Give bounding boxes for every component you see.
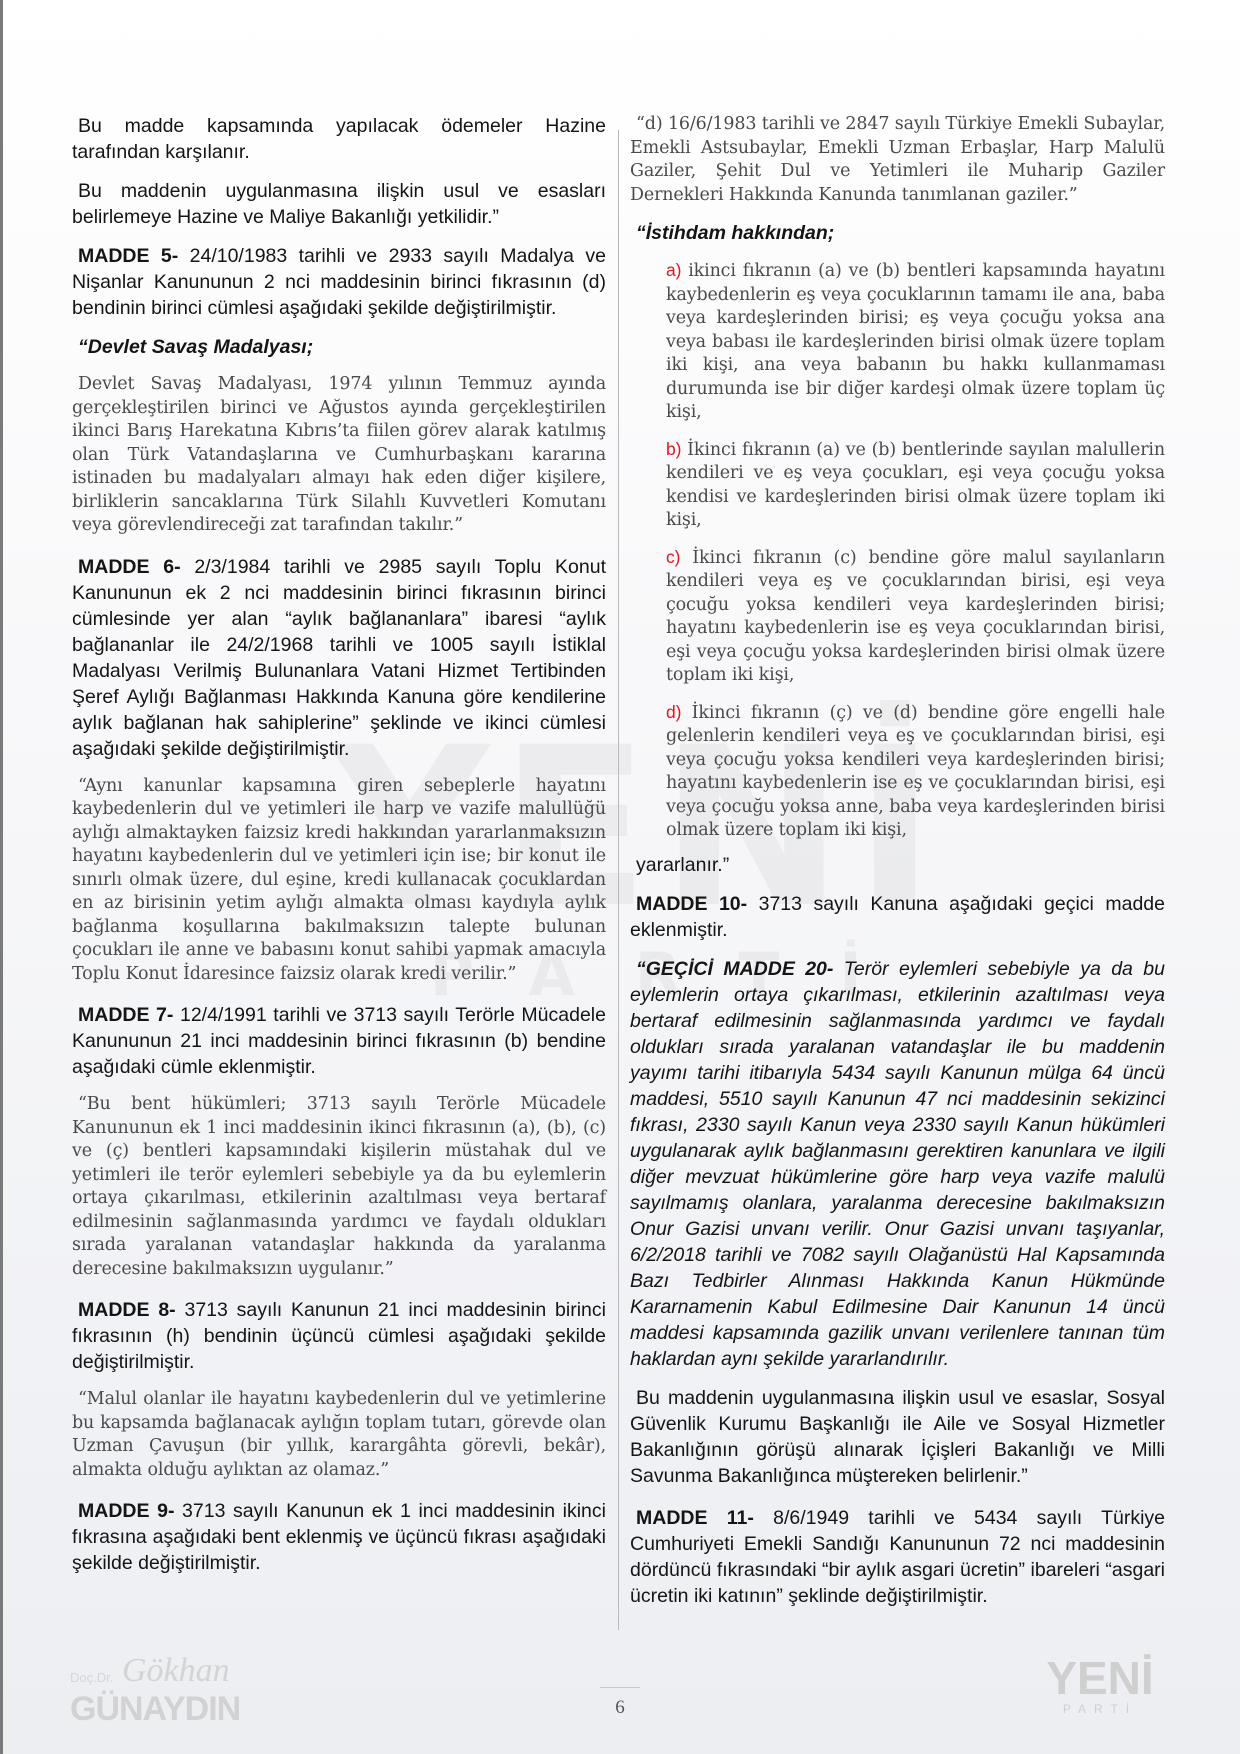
- logo-sub-text: PARTİ: [1062, 1702, 1138, 1716]
- paragraph-hazine: Bu madde kapsamında yapılacak ödemeler Hazine tarafından karşılanır.: [72, 115, 606, 163]
- madde-7-text: 12/4/1991 tarihli ve 3713 sayılı Terörle Mücadele Kanununun 21 inci maddesinin birinci fıkrasının (b) bendine aşağıdaki cümle eklenmiştir.: [72, 1004, 606, 1078]
- istihdam-item-a: [630, 259, 1165, 425]
- item-c-label: c): [666, 546, 681, 567]
- madde-7: [72, 1002, 606, 1080]
- bent-d-quote: “d) 16/6/1983 tarihli ve 2847 sayılı Türkiye Emekli Subaylar, Emekli Astsubaylar, Emekli Uzman Erbaşlar, Harp Malulü Gaziler, Şehit Dul ve Yetimleri ile Muharip Gaziler Dernekleri Hakkında Kanunda tanımlanan gaziler.”: [630, 114, 1165, 205]
- madde-6-text: 2/3/1984 tarihli ve 2985 sayılı Toplu Konut Kanununun ek 2 nci maddesinin birinci fıkrasının birinci cümlesinde yer alan “aylık bağlananlara” ibaresi “aylık bağlananlar ile 24/2/1968 tarihli ve 1005 sayılı İstiklal Madalyası Verilmiş Bulunanlara Vatani Hizmet Tertibinden Şeref Aylığı Bağlanması Hakkında Kanuna göre kendilerine aylık bağlanan hak sahiplerine” şeklinde ve ikinci cümlesi aşağıdaki şekilde değiştirilmiştir.: [72, 555, 606, 760]
- istihdam-item-b: [630, 438, 1165, 533]
- madde-5: [72, 243, 606, 321]
- madde-9: [72, 1498, 606, 1576]
- madde-11-text: 8/6/1949 tarihli ve 5434 sayılı Türkiye Cumhuriyeti Emekli Sandığı Kanununun 72 nci maddesinin dördüncü fıkrasındaki “bir aylık asgari ücretin” ibareleri “asgari ücretin iki katının” şeklinde değiştirilmiştir.: [630, 1506, 1165, 1607]
- page-left-edge: [0, 0, 3, 1754]
- item-b-label: b): [666, 438, 682, 459]
- page-number: 6: [615, 1697, 625, 1718]
- item-c-text: İkinci fıkranın (c) bendine göre malul sayılanların kendileri veya eş ve çocuklarından birisi, eşi veya çocuğu yoksa kendileri veya kardeşlerinden birisi; hayatını kaybedenlerin ise eş veya çocuklarından birisi, eşi veya çocuğu yoksa kardeşlerinden birisi olmak üzere toplam iki kişi,: [666, 547, 1165, 685]
- yararlanir: yararlanır.”: [636, 853, 730, 876]
- madde-6: [72, 554, 606, 762]
- madde-10-text: 3713 sayılı Kanuna aşağıdaki geçici madde eklenmiştir.: [630, 892, 1165, 941]
- madde-11-label: MADDE 11-: [636, 1506, 754, 1529]
- madde-5-label: MADDE 5-: [78, 245, 179, 267]
- item-d-label: d): [666, 701, 682, 722]
- signature-script: Gökhan: [122, 1652, 230, 1689]
- madde-5-quote: Devlet Savaş Madalyası, 1974 yılının Temmuz ayında gerçekleştirilen birinci ve Ağustos ayında gerçekleştirilen ikinci Barış Harekatına Kıbrıs’ta fiilen görev alarak katılmış olan Türk Vatandaşlarına ve Cumhurbaşkanı kararına istinaden bu madalyaları almayı hak eden diğer kişilere, birliklerin sancaklarına Türk Silahlı Kuvvetleri Komutanı veya görevlendireceği zat tarafından takılır.”: [72, 374, 606, 535]
- gecici-madde-20-text: Terör eylemleri sebebiyle ya da bu eylemlerin ortaya çıkarılması, etkilerinin azaltılması veya bertaraf edilmesinin sağlanmasında yardımcı ve faydalı oldukları sırada yaralanan vatandaşlar ile bu maddenin yayımı tarihi itibarıyla 5434 sayılı Kanunun mülga 64 üncü maddesi, 5510 sayılı Kanunun 47 nci maddesinin sekizinci fıkrası, 2330 sayılı Kanun veya 2330 sayılı Kanun hükümleri uygulanarak aylık bağlanmasını gerektiren kanunlara ve ilgili diğer mevzuat hükümlerine göre harp veya vazife malulü sayılmamış olanlara, yaralanma derecesine bakılmaksızın Onur Gazisi unvanı verilir. Onur Gazisi unvanı taşıyanlar, 6/2/2018 tarihli ve 7082 sayılı Olağanüstü Hal Kapsamında Bazı Tedbirler Alınması Hakkında Kanun Hükmünde Kararnamenin Kabul Edilmesine Dair Kanunun 14 üncü maddesi kapsamında gazilik unvanı verilenlere tanınan tüm haklardan aynı şekilde yararlandırılır.: [630, 957, 1165, 1370]
- madde-7-quote: “Bu bent hükümleri; 3713 sayılı Terörle Mücadele Kanununun ek 1 inci maddesinin ikinci fıkrasının (a), (b), (c) ve (ç) bentleri kapsamındaki kişilerin müstahak dul ve yetimleri ile terör eylemleri sebebiyle ya da bu eylemlerin ortaya çıkarılması, etkilerinin azaltılması veya bertaraf edilmesinin sağlanmasında yardımcı ve faydalı oldukları sırada yaralanan vatandaşlar hakkında da yaralanma derecesine bakılmaksızın uygulanır.”: [72, 1094, 606, 1279]
- madde-8-quote: “Malul olanlar ile hayatını kaybedenlerin dul ve yetimlerine bu kapsamda bağlanacak aylığın toplam tutarı, görevde olan Uzman Çavuşun (bir yıllık, karargâhta görevli, bekâr), almakta olduğu aylıktan az olamaz.”: [72, 1389, 606, 1480]
- istihdam-heading: “İstihdam hakkından;: [636, 222, 835, 244]
- gecici-madde-20: [630, 956, 1165, 1372]
- madde-6-quote: “Aynı kanunlar kapsamına giren sebeplerle hayatını kaybedenlerin dul ve yetimleri ile harp ve vazife malullüğü aylığı almaktayken faizsiz kredi hakkından yararlanmaksızın hayatını kaybedenlerin dul ve yetimleri için ise; bir konut ile sınırlı olmak üzere, dul eşine, kredi kullanacak çocuklardan en az birisinin yetim aylığı almakta olması kaydıyla aylık bağlanma koşullarına bakılmaksızın talepte bulunan çocukları ile anne ve babasını konut sahibi yapmak amacıyla Toplu Konut İdaresince faizsiz olarak kredi verilir.”: [72, 775, 606, 984]
- istihdam-item-d: [630, 701, 1165, 843]
- madde-7-label: MADDE 7-: [78, 1004, 174, 1026]
- paragraph-usul-esaslar: Bu maddenin uygulanmasına ilişkin usul ve esaslar, Sosyal Güvenlik Kurumu Başkanlığı ile Aile ve Sosyal Hizmetler Bakanlığının görüşü alınarak İçişleri Bakanlığı ve Milli Savunma Bakanlığınca müştereken belirlenir.”: [630, 1386, 1165, 1487]
- madde-8-text: 3713 sayılı Kanunun 21 inci maddesinin birinci fıkrasının (h) bendinin üçüncü cümlesi aşağıdaki şekilde değiştirilmiştir.: [72, 1299, 606, 1373]
- item-a-label: a): [666, 260, 682, 280]
- right-column: [630, 113, 1165, 1609]
- madde-10-label: MADDE 10-: [636, 892, 748, 915]
- item-b-text: İkinci fıkranın (a) ve (b) bentlerinde sayılan malullerin kendileri ve eş veya çocukları, eşi veya çocuğu yoksa kendisi ve kardeşlerinden birisi olmak üzere toplam iki kişi,: [666, 439, 1165, 530]
- istihdam-item-c: [630, 546, 1165, 688]
- madde-8-label: MADDE 8-: [78, 1299, 176, 1321]
- madde-9-text: 3713 sayılı Kanunun ek 1 inci maddesinin ikinci fıkrasına aşağıdaki bent eklenmiş ve üçüncü fıkrası aşağıdaki şekilde değiştirilmiştir.: [72, 1500, 606, 1574]
- logo-main-text: YENİ: [1046, 1652, 1154, 1704]
- madde-10: [630, 891, 1165, 943]
- signature-name: GÜNAYDIN: [70, 1690, 241, 1728]
- madde-11: [630, 1505, 1165, 1609]
- madde-5-text: 24/10/1983 tarihli ve 2933 sayılı Madalya ve Nişanlar Kanununun 2 nci maddesinin birinci fıkrasının (d) bendinin birinci cümlesi aşağıdaki şekilde değiştirilmiştir.: [72, 245, 606, 319]
- item-d-text: İkinci fıkranın (ç) ve (d) bendine göre engelli hale gelenlerin kendileri veya eş ve çocuklarından birisi, eşi veya çocuğu yoksa kendileri veya kardeşlerinden birisi; hayatını kaybedenlerin ise eş ve çocuklarından birisi, eşi veya çocuğu yoksa anne, baba veya kardeşlerinden birisi olmak üzere toplam iki kişi,: [666, 702, 1165, 840]
- column-divider: [618, 130, 619, 1630]
- madde-6-label: MADDE 6-: [78, 555, 181, 578]
- gecici-madde-20-label: “GEÇİCİ MADDE 20-: [636, 957, 834, 980]
- item-a-text: ikinci fıkranın (a) ve (b) bentleri kapsamında hayatını kaybedenlerin eş veya çocuklarının tamamı ile ana, baba veya kardeşlerinden birisi; eş veya çocuğu yoksa ana veya babası ile kardeşlerinden birisi olmak üzere toplam iki kişi, ana veya babanın bu hakkı kullanmaması durumunda ise bir diğer kardeşi olmak üzere toplam üç kişi,: [666, 261, 1165, 422]
- madde-8: [72, 1297, 606, 1375]
- party-logo: [1040, 1652, 1160, 1717]
- signature-title: Doç.Dr.: [70, 1670, 114, 1685]
- madde-5-heading: “Devlet Savaş Madalyası;: [78, 336, 314, 358]
- footer-line: [600, 1687, 640, 1688]
- madde-9-label: MADDE 9-: [78, 1500, 175, 1522]
- left-column: [72, 113, 606, 1576]
- paragraph-yetkili: Bu maddenin uygulanmasına ilişkin usul ve esasları belirlemeye Hazine ve Maliye Bakanlığı yetkilidir.”: [72, 180, 606, 228]
